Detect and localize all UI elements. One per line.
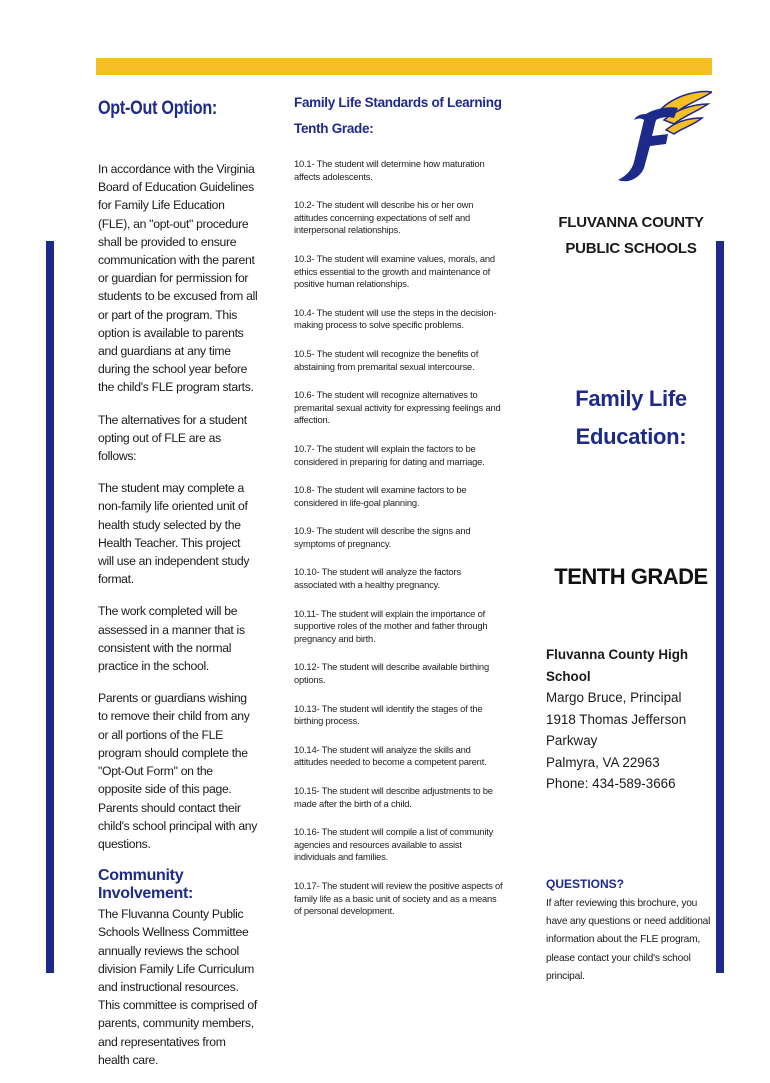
standard-item: 10.7- The student will explain the factors to be considered in preparing for dating and marriage.: [294, 442, 485, 467]
principal: Margo Bruce, Principal: [546, 690, 682, 705]
address-line1: 1918 Thomas Jefferson Parkway: [546, 711, 687, 748]
optout-paragraph: In accordance with the Virginia Board of Education Guidelines for Family Life Education (FLE), an "opt-out" procedure shall be provided to ensure communication with the parent or guardian for permission for students to be excused from all or part of the program. This option is available to parents and guardians at any time during the school year before the child's FLE program starts.: [98, 162, 258, 395]
standards-title-line1: Family Life Standards of Learning: [294, 95, 502, 110]
standard-item: 10.11- The student will explain the importance of supportive roles of the mother and father through pregnancy and birth.: [294, 607, 488, 644]
fle-title: [546, 380, 716, 456]
fle-title-line1: Family Life: [575, 386, 687, 411]
standard-item: 10.9- The student will describe the signs and symptoms of pregnancy.: [294, 525, 471, 549]
county-line2: PUBLIC SCHOOLS: [565, 240, 697, 257]
county-line1: FLUVANNA COUNTY: [558, 214, 704, 231]
alternatives-paragraph: The alternatives for a student opting out of FLE are as follows:: [98, 412, 247, 464]
standard-item: 10.10- The student will analyze the factors associated with a healthy pregnancy.: [294, 566, 461, 591]
standard-item: 10.15- The student will describe adjustments to be made after the birth of a child.: [294, 785, 493, 809]
standard-item: 10.13- The student will identify the stages of the birthing process.: [294, 702, 483, 727]
optout-form-paragraph: Parents or guardians wishing to remove their child from any or all portions of the FLE program should complete the "Opt-Out Form" on the opposite side of this page. Parents should contact their child's school principal with any questions.: [98, 691, 258, 851]
optout-heading: Opt-Out Option:: [98, 98, 218, 119]
address-line2: Palmyra, VA 22963: [546, 754, 660, 770]
standard-item: 10.8- The student will examine factors to be considered in life-goal planning.: [294, 484, 467, 508]
standard-item: 10.4- The student will use the steps in the decision-making process to solve specific problems.: [294, 306, 497, 331]
middle-column: [294, 90, 504, 934]
standard-item: 10.12- The student will describe available birthing options.: [294, 661, 489, 686]
standard-item: 10.16- The student will compile a list of community agencies and resources available to assist individuals and families.: [294, 826, 494, 863]
community-heading: Community Involvement:: [98, 867, 194, 903]
right-navy-rule: [716, 241, 724, 973]
fluvanna-logo-icon: [616, 90, 712, 190]
standard-item: 10.17- The student will review the positive aspects of family life as a basic unit of society and as a means of personal development.: [294, 879, 503, 917]
standard-item: 10.5- The student will recognize the benefits of abstaining from premarital sexual intercourse.: [294, 347, 479, 372]
standard-item: 10.2- The student will describe his or her own attitudes concerning expectations of self and interpersonal relationships.: [294, 199, 474, 236]
top-gold-bar: [96, 58, 712, 75]
standard-item: 10.6- The student will recognize alternatives to premarital sexual activity for expressing feelings and affection.: [294, 389, 501, 426]
county-name: [546, 210, 716, 262]
community-paragraph: The Fluvanna County Public Schools Wellness Committee annually reviews the school division Family Life Curriculum and instructional resources. This committee is comprised of parents, community members, and representatives from health care.: [98, 907, 257, 1067]
standards-title: [294, 90, 504, 142]
phone: Phone: 434-589-3666: [546, 776, 676, 791]
standard-item: 10.3- The student will examine values, morals, and ethics essential to the growth and maintenance of positive human relationships.: [294, 252, 495, 290]
standards-title-line2: Tenth Grade:: [294, 121, 374, 136]
left-navy-rule: [46, 241, 54, 973]
fle-title-line2: Education:: [575, 424, 687, 449]
left-column: [98, 98, 258, 1083]
school-contact: [546, 644, 716, 795]
standard-item: 10.14- The student will analyze the skills and attitudes needed to become a competent parent.: [294, 743, 487, 768]
standards-list: [294, 158, 504, 918]
assessment-paragraph: The work completed will be assessed in a manner that is consistent with the normal practice in the school.: [98, 604, 245, 674]
school-name: Fluvanna County High School: [546, 647, 689, 684]
standard-item: 10.1- The student will determine how maturation affects adolescents.: [294, 158, 485, 182]
non-fle-paragraph: The student may complete a non-family life oriented unit of health study selected by the Health Teacher. This project will use an independent study format.: [98, 481, 250, 587]
questions-text: If after reviewing this brochure, you have any questions or need additional information about the FLE program, please contact your child's school principal.: [546, 897, 711, 983]
right-column: [546, 90, 716, 987]
questions-heading: QUESTIONS?: [546, 876, 625, 891]
grade-title: TENTH GRADE: [554, 564, 708, 589]
